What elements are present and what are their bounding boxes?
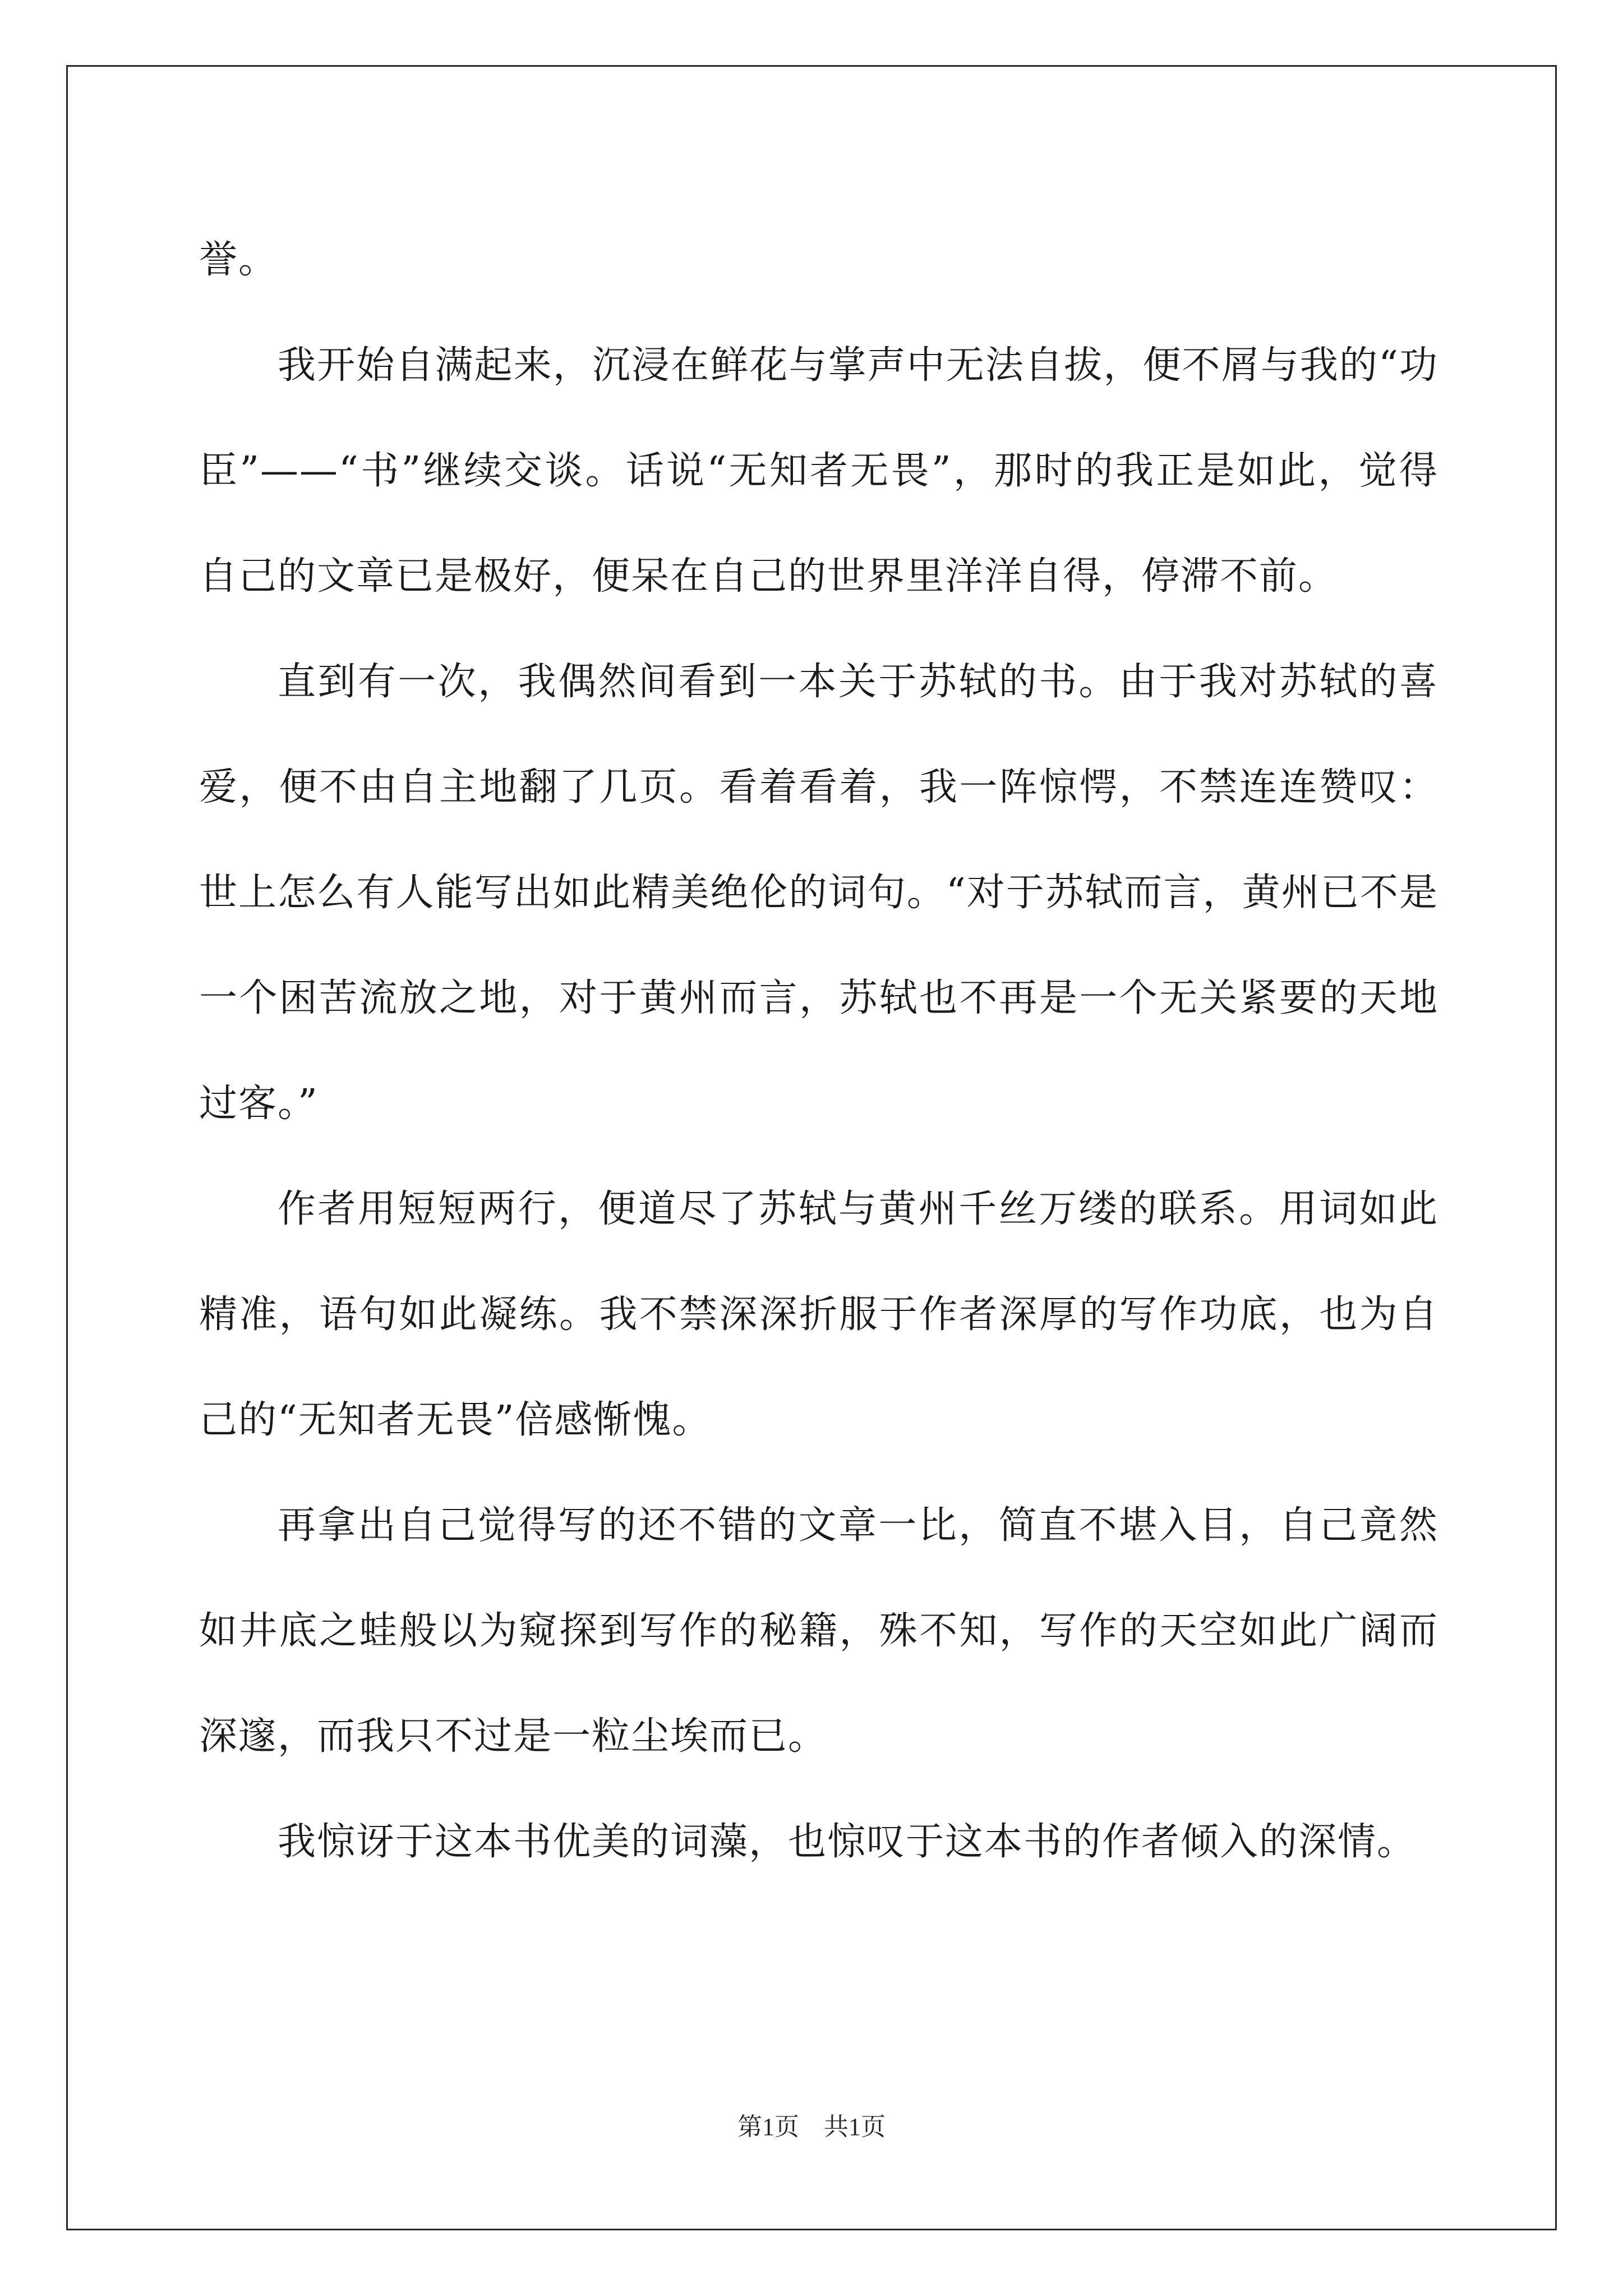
page-footer: 第1页 共1页 [737,2113,886,2141]
paragraph-4: 作者用短短两行，便道尽了苏轼与黄州千丝万缕的联系。用词如此精准，语句如此凝练。我不禁深深折服于作者深厚的写作功底，也为自己的“无知者无畏”倍感惭愧。 [199,1187,1438,1442]
paragraph-1: 誉。 [199,238,278,282]
paragraph-2: 我开始自满起来，沉浸在鲜花与掌声中无法自拔，便不屑与我的“功臣”——“书”继续交谈。话说“无知者无畏”，那时的我正是如此，觉得自己的文章已是极好，便呆在自己的世界里洋洋自得，停滞不前。 [199,343,1438,599]
document-body [199,208,1438,1895]
paragraph-5: 再拿出自己觉得写的还不错的文章一比，简直不堪入目，自己竟然如井底之蛙般以为窥探到写作的秘籍，殊不知，写作的天空如此广阔而深邃，而我只不过是一粒尘埃而已。 [199,1503,1438,1759]
paragraph-3: 直到有一次，我偶然间看到一本关于苏轼的书。由于我对苏轼的喜爱，便不由自主地翻了几页。看着看着，我一阵惊愕，不禁连连赞叹：世上怎么有人能写出如此精美绝伦的词句。“对于苏轼而言，黄州已不是一个困苦流放之地，对于黄州而言，苏轼也不再是一个无关紧要的天地过客。” [199,660,1438,1126]
paragraph-6: 我惊讶于这本书优美的词藻，也惊叹于这本书的作者倾入的深情。 [278,1820,1417,1864]
